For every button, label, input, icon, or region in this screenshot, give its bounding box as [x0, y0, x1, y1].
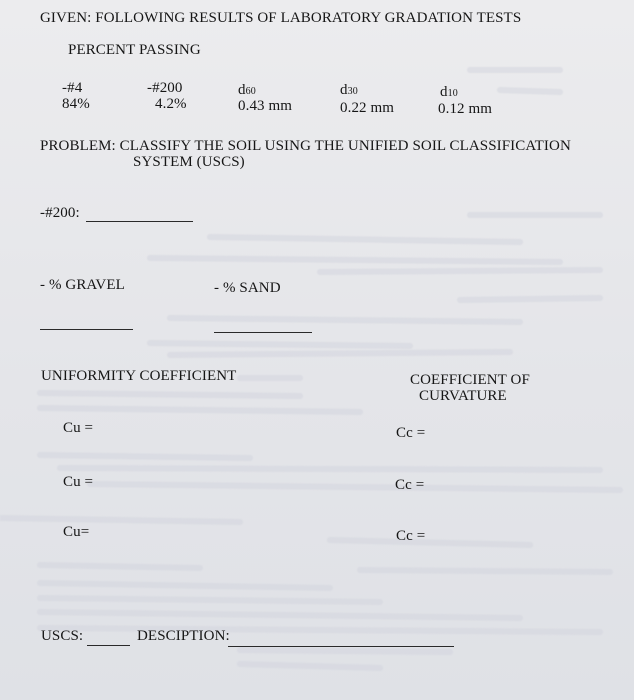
problem-line-1: PROBLEM: CLASSIFY THE SOIL USING THE UNIFIED SOIL CLASSIFICATION: [40, 138, 571, 154]
cu-row-1: Cu =: [63, 420, 94, 436]
curvature-label-line-2: CURVATURE: [419, 388, 507, 404]
d10-value: 0.12 mm: [438, 101, 493, 117]
d30-value: 0.22 mm: [340, 100, 395, 116]
cc-row-2: Cc =: [395, 477, 425, 493]
n200-label: -#200:: [40, 205, 80, 221]
sieve-4-value: 84%: [62, 96, 90, 112]
d60-subscript: 60: [245, 86, 256, 97]
d30-letter: d: [340, 82, 348, 98]
problem-line-2: SYSTEM (USCS): [133, 154, 245, 170]
description-answer-line[interactable]: [228, 646, 454, 647]
gravel-label: - % GRAVEL: [40, 277, 125, 293]
sand-label: - % SAND: [214, 280, 281, 296]
n200-answer-line[interactable]: [86, 221, 193, 222]
d30-header: [340, 82, 358, 99]
d60-letter: d: [238, 82, 246, 98]
gravel-answer-line[interactable]: [40, 329, 133, 330]
cu-row-2: Cu =: [63, 474, 94, 490]
page-title: GIVEN: FOLLOWING RESULTS OF LABORATORY GRADATION TESTS: [40, 10, 522, 26]
d30-subscript: 30: [347, 86, 358, 97]
cc-row-3: Cc =: [396, 528, 426, 544]
d10-header: [440, 84, 458, 101]
sieve-4-header: -#4: [62, 80, 83, 96]
cc-row-1: Cc =: [396, 425, 426, 441]
cu-row-3: Cu=: [63, 524, 90, 540]
d60-header: [238, 82, 256, 99]
uscs-label: USCS:: [41, 628, 84, 644]
percent-passing-label: PERCENT PASSING: [68, 42, 201, 58]
d10-letter: d: [440, 84, 448, 100]
sieve-200-header: -#200: [147, 80, 183, 96]
curvature-label-line-1: COEFFICIENT OF: [410, 372, 530, 388]
sand-answer-line[interactable]: [214, 332, 312, 333]
d60-value: 0.43 mm: [238, 98, 293, 114]
sieve-200-value: 4.2%: [155, 96, 187, 112]
d10-subscript: 10: [447, 88, 458, 99]
uniformity-coefficient-label: UNIFORMITY COEFFICIENT: [41, 368, 237, 384]
uscs-answer-line[interactable]: [87, 645, 130, 646]
description-label: DESCIPTION:: [137, 628, 230, 644]
